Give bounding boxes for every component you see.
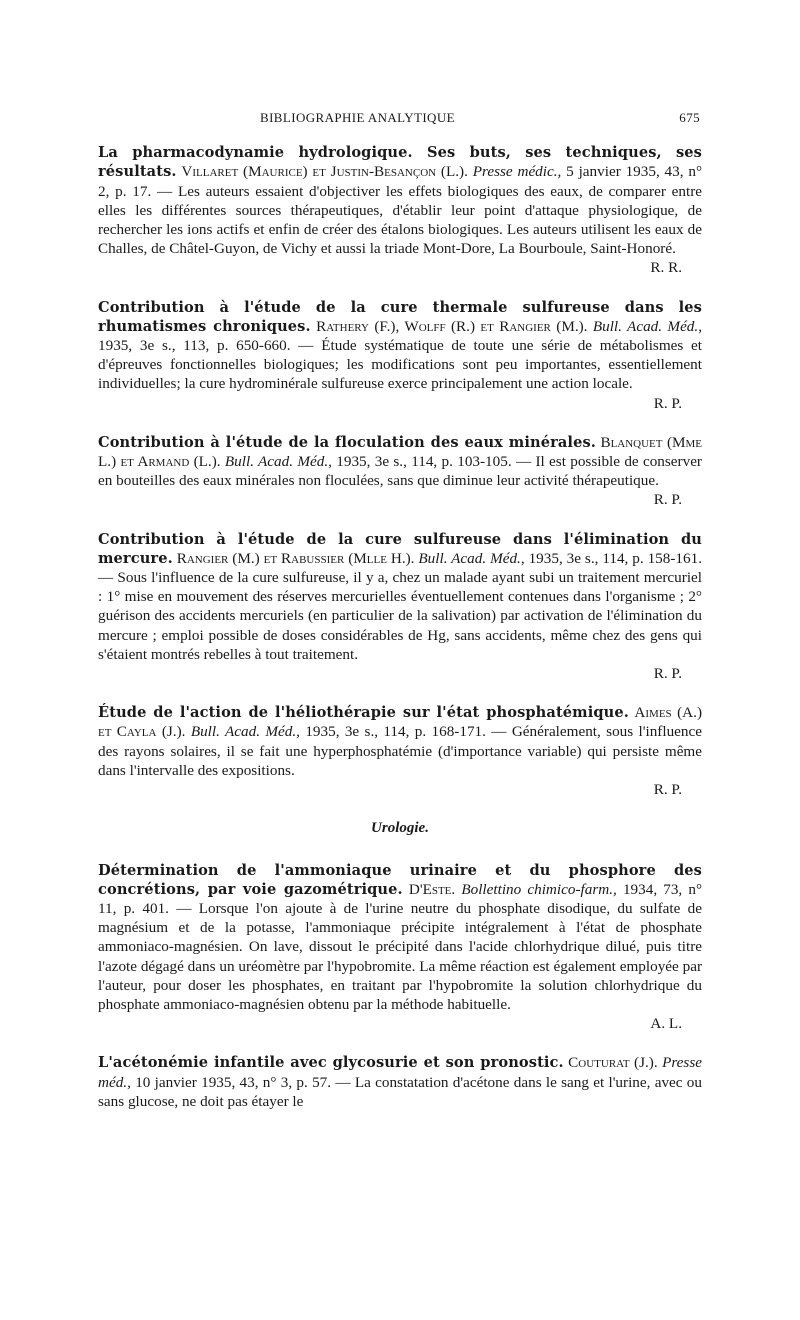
section-heading: Urologie. (371, 820, 429, 837)
entry-abstract: — Lorsque l'on ajoute à de l'urine neutre du phosphate disodique, du sulfate de magnésium et de la potasse, l'ammoniaque précipite intégralement à l'état de phosphate ammoniaco-magnésien. On lave, dissout le précipité dans l'acide chlorhydrique dilué, puis titre l'azote dégagé dans un uréomètre par l'hypobromite. La même réaction est également employée par l'auteur, pour doser les phosphates, en traitant par l'hypobromite la solution chlorhydrique du phosphate ammoniaco-magnésien obtenu par la méthode habituelle. (98, 899, 703, 1013)
entry-journal: Presse méd., (98, 1054, 702, 1091)
bibliography-entry (98, 1053, 702, 1111)
entry-authors: D'Este. (408, 880, 456, 898)
entry-abstract: — Sous l'influence de la cure sulfureuse, il y a, chez un malade ayant subi un traitement mercuriel : 1° mise en mouvement des réserves mercurielles éventuellement contenues dans l'organisme ; 2° guérison des accidents mercuriels (en particulier de la salivation) par activation de l'élimination du mercure ; emploi possible de doses considérables de Hg, sans accidents, même chez des gens qui s'étaient montrés rebelles à tout traitement. (98, 569, 702, 663)
entry-authors: Rangier (M.) et Rabussier (Mlle H.). (176, 549, 415, 567)
entry-signature: R. P. (653, 394, 682, 412)
entry-reference: 1934, 73, n° 11, p. 401. (98, 880, 703, 917)
entry-reference: 10 janvier 1935, 43, n° 3, p. 57. (135, 1073, 332, 1091)
entry-authors: Rathery (F.), Wolff (R.) et Rangier (M.). (316, 317, 588, 335)
entry-paragraph (98, 861, 702, 1015)
bibliography-entry (98, 433, 702, 510)
entry-journal: Bull. Acad. Méd., (224, 453, 332, 471)
entry-title: Étude de l'action de l'héliothérapie sur l'état phosphatémique. (98, 704, 629, 722)
bibliography-entry (98, 530, 702, 684)
entry-title: L'acétonémie infantile avec glycosurie et son pronostic. (98, 1054, 564, 1072)
entry-title: La pharmacodynamie hydrologique. Ses buts, ses techniques, ses résultats. (98, 144, 702, 181)
entry-journal: Bull. Acad. Méd., (190, 723, 300, 741)
entry-signature: R. P. (653, 781, 682, 799)
entry-signature: R. P. (653, 665, 682, 683)
running-title: BIBLIOGRAPHIE ANALYTIQUE (260, 110, 455, 125)
bibliography-entry (98, 143, 702, 277)
entry-paragraph (98, 703, 702, 780)
entry-journal: Presse médic., (472, 163, 562, 181)
entry-paragraph (98, 433, 702, 491)
document-page (98, 108, 702, 1131)
entry-title: Contribution à l'étude de la cure thermale sulfureuse dans les rhumatismes chroniques. (98, 298, 702, 335)
entry-reference: 1935, 3e s., 114, p. 103-105. (336, 453, 512, 471)
entries-group-urology (98, 861, 702, 1111)
entry-reference: 1935, 3e s., 113, p. 650-660. (98, 337, 291, 355)
entry-abstract: — Les auteurs essaient d'objectiver les effets biologiques des eaux, de comparer entre elles les différentes sources thérapeutiques, d'établir leur point d'attaque physiologique, de rechercher les ions actifs et enfin de créer des étalons biologiques. Les auteurs utilisent les eaux de Challes, de Châtel-Guyon, de Vichy et aussi la triade Mont-Dore, La Bourboule, Saint-Honoré. (98, 182, 702, 258)
entries-group-hydrology (98, 143, 702, 799)
entry-title: Détermination de l'ammoniaque urinaire et du phosphore des concrétions, par voie gazométrique. (98, 861, 702, 898)
entry-title: Contribution à l'étude de la cure sulfureuse dans l'élimination du mercure. (98, 530, 702, 567)
entry-paragraph (98, 530, 702, 664)
entry-journal: Bollettino chimico-farm., (461, 880, 617, 898)
entry-authors: Aimes (A.) et Cayla (J.). (98, 704, 703, 741)
entry-reference: 1935, 3e s., 114, p. 158-161. (528, 549, 702, 567)
bibliography-entry (98, 703, 702, 799)
entry-signature: R. R. (650, 259, 682, 277)
entry-paragraph (98, 143, 702, 258)
entry-reference: 5 janvier 1935, 43, n° 2, p. 17. (98, 163, 703, 200)
bibliography-entry (98, 298, 702, 413)
entry-signature: R. P. (653, 491, 682, 509)
page-number: 675 (679, 110, 700, 125)
entry-journal: Bull. Acad. Méd., (418, 549, 525, 567)
entry-paragraph (98, 1053, 702, 1111)
entry-abstract: — Étude systématique de toute une série de métabolismes et d'épreuves fonctionnelles biologiques; les modifications sont peu importantes, essentiellement individuelles; la cure hydrominérale sulfureuse exerce principalement une action locale. (98, 337, 702, 393)
entry-authors: Blanquet (Mme L.) et Armand (L.). (98, 433, 703, 471)
bibliography-entry (98, 861, 702, 1034)
entry-abstract: — Généralement, sous l'influence des rayons solaires, il se fait une hyperphosphatémie (d'importance variable) qui persiste même dans l'intervalle des expositions. (98, 723, 702, 779)
entry-reference: 1935, 3e s., 114, p. 168-171. (305, 723, 486, 741)
entry-abstract: — La constatation d'acétone dans le sang et l'urine, avec ou sans glucose, ne doit pas étayer le (98, 1073, 702, 1110)
entry-abstract: — Il est possible de conserver en bouteilles des eaux minérales non floculées, sans que diminue leur activité thérapeutique. (98, 453, 702, 490)
entry-authors: Couturat (J.). (568, 1054, 658, 1072)
entry-title: Contribution à l'étude de la floculation des eaux minérales. (98, 433, 596, 451)
entry-authors: Villaret (Maurice) et Justin-Besançon (L.). (181, 163, 468, 181)
running-header (260, 108, 700, 127)
entry-signature: A. L. (650, 1015, 682, 1033)
entry-journal: Bull. Acad. Méd., (592, 317, 702, 335)
entry-paragraph (98, 298, 702, 394)
